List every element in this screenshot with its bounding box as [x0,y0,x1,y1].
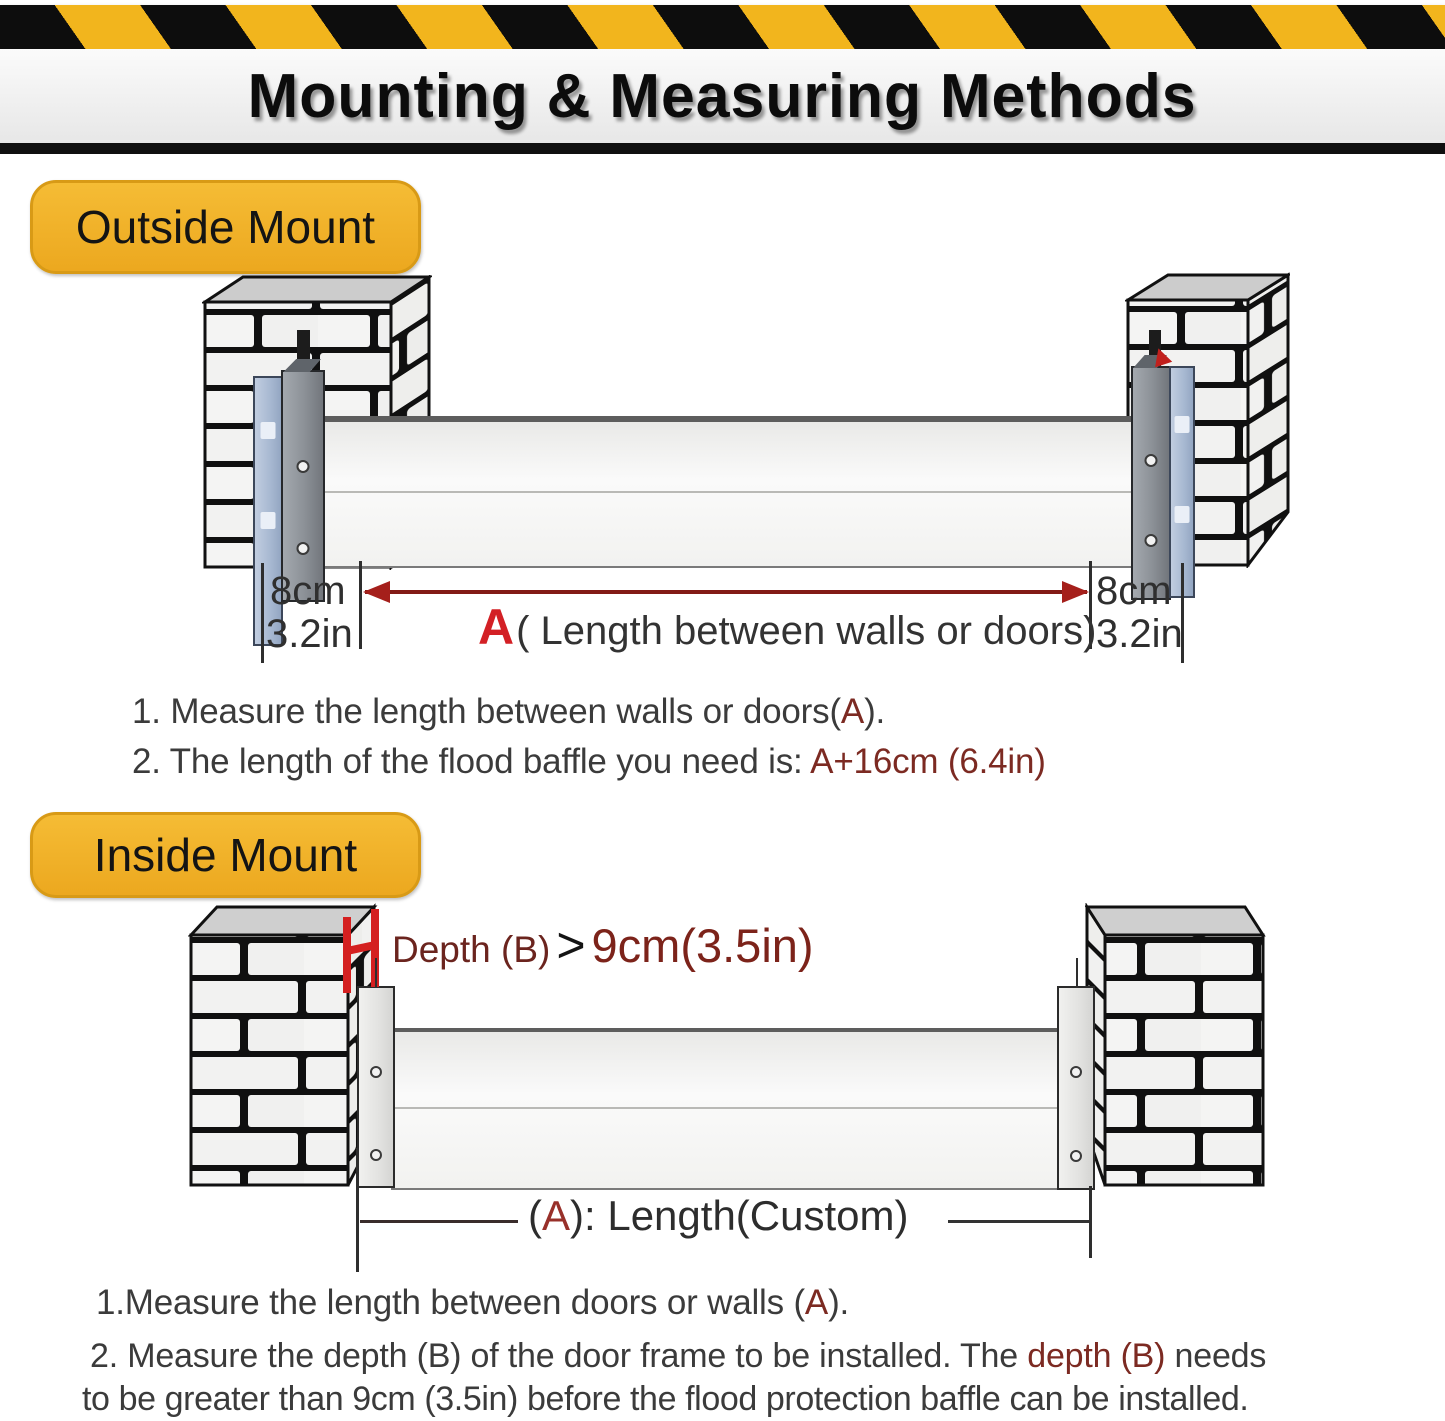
arrowhead-left-icon [363,581,390,603]
dimension-tick [1089,1186,1092,1258]
span-length-text: ( Length between walls or doors) [516,609,1097,653]
dimension-line [261,563,264,663]
header-divider-bar [0,143,1445,154]
offset-left-inch: 3.2in [266,612,353,656]
screw-hole [370,1149,382,1161]
step-text: 2. Measure the depth (B) of the door frame to be installed. The [90,1337,1028,1375]
title-band [0,49,1445,143]
inside-bracket-right [1057,986,1095,1190]
screw-hole [1145,454,1158,467]
frame-edge-line [1076,958,1078,988]
screw-hole [1145,534,1158,547]
screw-hole [1070,1150,1082,1162]
flood-barrier-outside [320,416,1137,568]
step-highlight: A [840,692,865,731]
dimension-line [948,1220,1090,1223]
step-text: 1.Measure the length between doors or walls ( [96,1283,805,1322]
step-text: 2. The length of the flood baffle you need is: [132,742,811,781]
dimension-letter-a: A [542,1192,571,1239]
inside-mount-label: Inside Mount [30,812,421,898]
hazard-stripe-band [0,5,1445,49]
screw-hole [1070,1066,1082,1078]
label-text: ( [528,1192,542,1239]
dimension-tick [359,561,362,649]
span-length-label [478,598,1096,656]
step-formula: A+16cm (6.4in) [810,742,1046,781]
frame-edge-line [375,958,377,988]
depth-measure-bracket-icon [338,905,386,997]
seal-fixing-dot [261,422,276,439]
step-text: ). [864,692,886,731]
step-text: 1. Measure the length between walls or doors( [132,692,841,731]
offset-right-inch: 3.2in [1096,612,1183,656]
dimension-line [360,1220,518,1223]
inside-step-1 [96,1283,849,1323]
step-highlight: depth (B) [1027,1337,1166,1375]
inside-right-brick-pillar [1085,903,1267,1188]
inside-step-2-line1 [90,1337,1266,1376]
mounting-bracket-right [1131,366,1171,600]
length-custom-label [528,1192,908,1240]
step-highlight: A [804,1283,829,1322]
outside-step-1 [132,692,885,732]
mounting-bracket-left [281,370,325,602]
dimension-letter-a: A [478,599,515,655]
barrier-panel-seam [393,1107,1061,1109]
flood-barrier-inside [391,1028,1063,1190]
outside-step-2 [132,742,1046,782]
label-text: ): Length(Custom) [570,1192,909,1239]
depth-label [392,916,814,974]
barrier-panel-seam [322,491,1135,493]
step-text: needs [1165,1337,1267,1375]
inside-step-2-line2: to be greater than 9cm (3.5in) before the flood protection baffle can be installed. [82,1380,1249,1418]
step-text: ). [828,1283,850,1322]
seal-fixing-dot [261,512,276,529]
outside-mount-label: Outside Mount [30,180,421,274]
seal-fixing-dot [1175,416,1190,433]
screw-hole [297,542,310,555]
offset-left-cm: 8cm [270,569,346,613]
greater-than-sign: > [556,917,586,973]
inside-bracket-left [357,986,395,1188]
page-title: Mounting & Measuring Methods [248,61,1197,131]
screw-hole [370,1066,382,1078]
dimension-tick [356,1148,359,1272]
seal-fixing-dot [1175,506,1190,523]
screw-hole [297,460,310,473]
depth-letter: Depth (B) [392,929,551,970]
depth-value: 9cm(3.5in) [591,919,814,972]
offset-right-cm: 8cm [1096,569,1172,613]
dimension-arrow [365,590,1087,594]
